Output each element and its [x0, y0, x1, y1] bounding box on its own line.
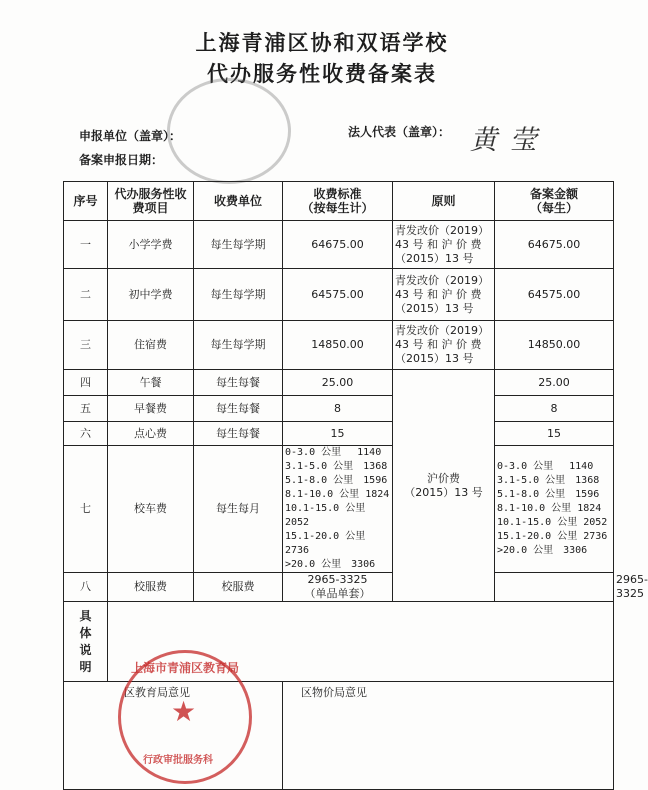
- row-item: 早餐费: [108, 396, 194, 422]
- row-no: 三: [64, 321, 108, 370]
- legal-rep-signature: 黄 莹: [470, 125, 539, 156]
- header-unit: 收费单位: [194, 182, 283, 221]
- row-no: 五: [64, 396, 108, 422]
- row-amount: 25.00: [495, 370, 614, 396]
- education-bureau-seal: [118, 650, 252, 784]
- table-row: [64, 370, 614, 396]
- school-title: 上海青浦区协和双语学校: [195, 31, 449, 55]
- row-standard: 2965-3325 （单品单套）: [283, 573, 393, 602]
- row-no: 七: [64, 446, 108, 573]
- row-standard: 14850.00: [283, 321, 393, 370]
- gray-seal-stamp: [167, 78, 291, 184]
- row-unit: 每生每餐: [194, 396, 283, 422]
- table-row: [64, 269, 614, 321]
- price-bureau-opinion: 区物价局意见: [283, 682, 614, 790]
- header-standard: 收费标准 （按每生计）: [283, 182, 393, 221]
- legal-rep-label: 法人代表（盖章）：: [348, 125, 451, 139]
- notes-label: 具 体 说 明: [64, 602, 108, 682]
- row-unit: 每生每学期: [194, 321, 283, 370]
- row-no: 六: [64, 422, 108, 446]
- header-principle: 原则: [393, 182, 495, 221]
- table-header-row: [64, 182, 614, 221]
- row-unit: 每生每餐: [194, 370, 283, 396]
- row-principle: 青发改价（2019） 43 号 和 沪 价 费 （2015）13 号: [393, 269, 495, 321]
- row-unit: 校服费: [194, 573, 283, 602]
- table-row: [64, 396, 614, 422]
- row-no: 八: [64, 573, 108, 602]
- row-unit: 每生每餐: [194, 422, 283, 446]
- reporting-unit-label: 申报单位（盖章）：: [79, 129, 182, 143]
- filing-date-label: 备案申报日期：: [79, 153, 164, 167]
- row-unit: 每生每月: [194, 446, 283, 573]
- star-icon: ★: [171, 695, 197, 728]
- seal-dept-text: 行政审批服务科: [143, 755, 213, 766]
- header-item: 代办服务性收 费项目: [108, 182, 194, 221]
- row-item: 校车费: [108, 446, 194, 573]
- row-item: 午餐: [108, 370, 194, 396]
- header-no: 序号: [64, 182, 108, 221]
- principle-blank: [495, 573, 614, 602]
- row-no: 四: [64, 370, 108, 396]
- shared-principle: 沪价费 （2015）13 号: [393, 370, 495, 602]
- table-row: [64, 422, 614, 446]
- row-standard: 8: [283, 396, 393, 422]
- table-row: [64, 446, 614, 573]
- row-amount: 15: [495, 422, 614, 446]
- row-standard: 15: [283, 422, 393, 446]
- row-no: 一: [64, 221, 108, 269]
- row-no: 二: [64, 269, 108, 321]
- row-unit: 每生每学期: [194, 269, 283, 321]
- row-principle: 青发改价（2019） 43 号 和 沪 价 费 （2015）13 号: [393, 321, 495, 370]
- table-row: [64, 221, 614, 269]
- table-row: [64, 321, 614, 370]
- row-principle: 青发改价（2019） 43 号 和 沪 价 费 （2015）13 号: [393, 221, 495, 269]
- form-title: 代办服务性收费备案表: [207, 62, 437, 86]
- row-standard: 0-3.0 公里 1140 3.1-5.0 公里 1368 5.1-8.0 公里 1596 8.1-10.0 公里 1824 10.1-15.0 公里 2052 15.1-20.0 公里 2736 >20.0 公里 3306: [283, 446, 393, 573]
- row-amount: 64675.00: [495, 221, 614, 269]
- row-amount: 64575.00: [495, 269, 614, 321]
- row-standard: 64575.00: [283, 269, 393, 321]
- row-item: 点心费: [108, 422, 194, 446]
- seal-ring-text: 上海市青浦区教育局: [131, 661, 240, 675]
- row-unit: 每生每学期: [194, 221, 283, 269]
- education-bureau-opinion: 区教育局意见: [64, 682, 283, 790]
- row-amount: 8: [495, 396, 614, 422]
- row-item: 住宿费: [108, 321, 194, 370]
- row-item: 初中学费: [108, 269, 194, 321]
- row-item: 小学学费: [108, 221, 194, 269]
- row-amount: 14850.00: [495, 321, 614, 370]
- row-amount: 0-3.0 公里 1140 3.1-5.0 公里 1368 5.1-8.0 公里 1596 8.1-10.0 公里 1824 10.1-15.0 公里 2052 15.1-20.0 公里 2736 >20.0 公里 3306: [495, 446, 614, 573]
- header-amount: 备案金额 （每生）: [495, 182, 614, 221]
- row-standard: 25.00: [283, 370, 393, 396]
- row-standard: 64675.00: [283, 221, 393, 269]
- table-row: 八 校服费 校服费 2965-3325 （单品单套） 2965-3325: [64, 573, 614, 602]
- row-item: 校服费: [108, 573, 194, 602]
